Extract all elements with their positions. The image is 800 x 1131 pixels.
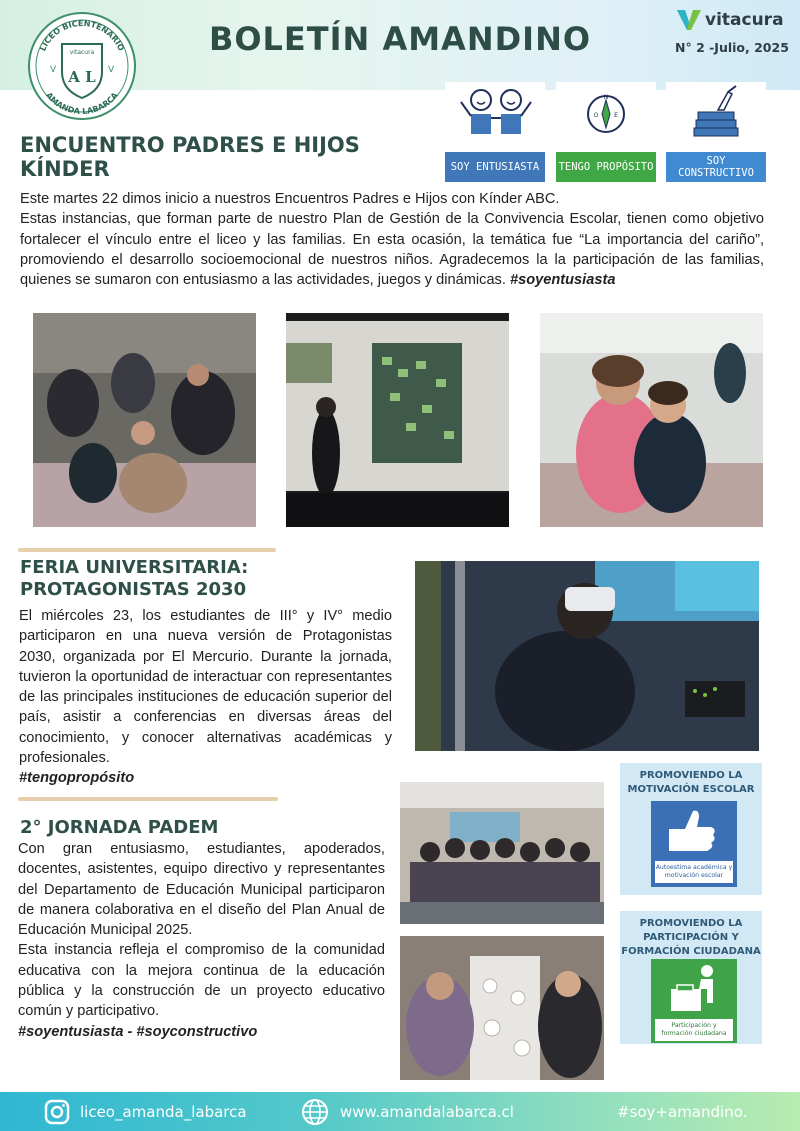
hashtag: #soyentusiasta <box>509 272 616 289</box>
photo-vr-student <box>415 561 759 751</box>
promo-title: PROMOVIENDO LA PARTICIPACIÓN Y FORMACIÓN CIUDADANA <box>621 918 761 957</box>
paragraph: El miércoles 23, los estudiantes de III° y IV° medio participaron en una nueva versión de Protagonistas 2030, organizada por El Mercurio. Durante la jornada, tuvieron la oportunidad de interactuar con representantes de las principales instituciones de educación superior del país, asistir a conferencias en diversas áreas del conocimiento, y conocer alternativas académicas y profesionales. <box>19 608 392 767</box>
seal-top-text: LICEO BICENTENARIO <box>38 18 126 53</box>
value-label: TENGO PROPÓSITO <box>556 152 656 182</box>
page-title: BOLETÍN AMANDINO <box>208 20 592 58</box>
globe-icon <box>300 1097 330 1127</box>
vitacura-v-icon <box>676 8 702 32</box>
photo-students-table <box>400 936 604 1080</box>
promo-motivacion <box>620 763 762 895</box>
section-heading-encuentro: ENCUENTRO PADRES E HIJOS KÍNDER <box>20 133 360 181</box>
website-link[interactable] <box>300 1092 514 1131</box>
footer-hashtag <box>617 1092 747 1131</box>
promo-title: PROMOVIENDO LA MOTIVACIÓN ESCOLAR <box>627 770 755 795</box>
section-divider <box>18 548 276 552</box>
svg-text:N: N <box>603 94 609 101</box>
promo-panel <box>651 801 737 887</box>
website-url: www.amandalabarca.cl <box>340 1102 514 1121</box>
issue-label: N° 2 -Julio, 2025 <box>675 40 789 55</box>
promo-participacion <box>620 911 762 1044</box>
instagram-icon <box>44 1099 70 1125</box>
promo-panel <box>651 959 737 1043</box>
svg-text:E: E <box>614 112 618 119</box>
seal-monogram: A L <box>68 68 96 86</box>
photo-families-floor <box>33 313 256 527</box>
value-card-constructivo <box>666 82 766 182</box>
seal-bottom-text: AMANDA LABARCA <box>44 90 120 117</box>
two-kids-icon <box>445 82 545 148</box>
value-card-proposito <box>556 82 656 182</box>
hashtag: #tengopropósito <box>19 770 135 787</box>
paragraph: Este martes 22 dimos inicio a nuestros Encuentros Padres e Hijos con Kínder ABC. <box>20 191 560 207</box>
value-card-entusiasta <box>445 82 545 182</box>
value-label: SOY ENTUSIASTA <box>445 152 545 182</box>
section-heading-feria: FERIA UNIVERSITARIA: PROTAGONISTAS 2030 <box>20 557 249 600</box>
compass-icon <box>556 82 656 148</box>
svg-text:O: O <box>593 112 599 119</box>
brand-name: vitacura <box>705 10 784 30</box>
seal-brand: vitacura <box>69 49 95 56</box>
svg-text:V: V <box>50 65 57 75</box>
paragraph: Esta instancia refleja el compromiso de la comunidad educativa con la mejora continua de la educación pública y la construcción de un proyecto educativo común y participativo. <box>18 942 385 1020</box>
instagram-handle: liceo_amanda_labarca <box>80 1102 247 1121</box>
paragraph: Estas instancias, que forman parte de nuestro Plan de Gestión de la Convivencia Escolar, tienen como objetivo fortalecer el vínculo entre el liceo y las familias. En esta ocasión, la temática fue “La importancia del cariño”, promoviendo el desarrollo socioemocional de nuestros niños. Agradecemos la la participación de las familias, quienes se sumaron con entusiasmo a las actividades, juegos y dinámicas. <box>20 211 764 289</box>
paragraph: Con gran entusiasmo, estudiantes, apoderados, docentes, asistentes, equipo directivo y representantes del Departamento de Educación Municipal participaron de manera colaborativa en el diseño del Plan Anual de Educación Municipal 2025. <box>18 841 385 939</box>
promo-caption: Autoestima académica y motivación escolar <box>655 861 733 883</box>
school-seal <box>26 10 138 122</box>
thumbs-up-icon <box>651 801 737 861</box>
section-heading-padem: 2° JORNADA PADEM <box>20 817 219 838</box>
photo-presentation <box>286 313 509 527</box>
photo-group <box>400 782 604 924</box>
photo-mother-child <box>540 313 763 527</box>
svg-text:V: V <box>108 65 115 75</box>
building-blocks-icon <box>666 82 766 148</box>
footer-bar <box>0 1092 800 1131</box>
promo-caption: Participación y formación ciudadana <box>655 1019 733 1041</box>
hashtag: #soyentusiasta - #soyconstructivo <box>18 1023 258 1040</box>
value-label: SOY CONSTRUCTIVO <box>666 152 766 182</box>
instagram-link[interactable] <box>44 1092 247 1131</box>
ballot-box-icon <box>651 959 737 1019</box>
footer-hashtag-text: #soy+amandino. <box>617 1102 748 1121</box>
section-body-encuentro <box>20 189 764 290</box>
section-divider <box>18 797 278 801</box>
section-body-padem <box>18 839 385 1042</box>
section-body-feria <box>19 606 392 789</box>
vitacura-logo <box>676 8 784 32</box>
